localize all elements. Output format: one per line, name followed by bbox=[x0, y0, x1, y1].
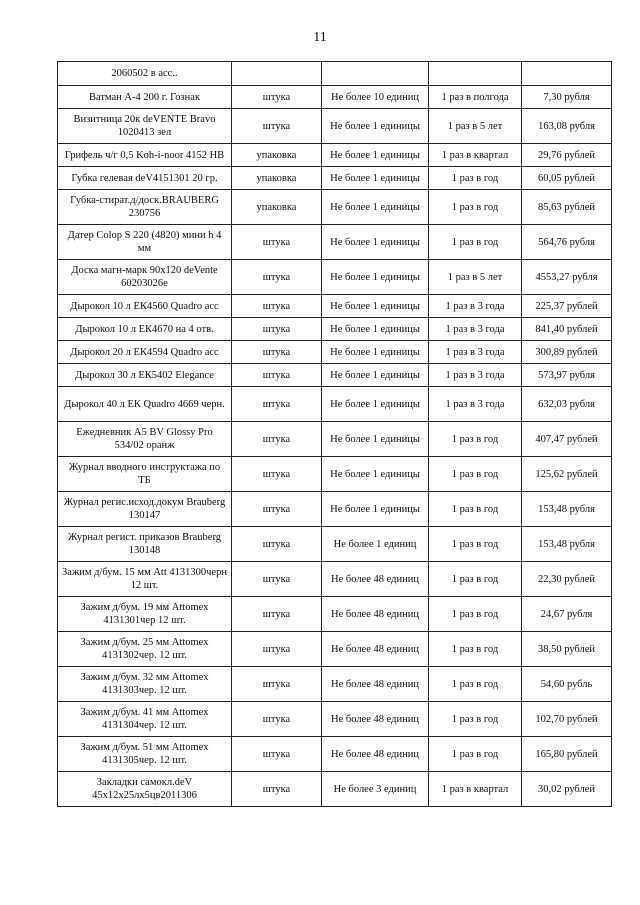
price-cell bbox=[522, 62, 612, 86]
quantity-cell: Не более 1 единиц bbox=[322, 527, 429, 562]
price-cell: 407,47 рублей bbox=[522, 422, 612, 457]
unit-cell bbox=[232, 62, 322, 86]
unit-cell: штука bbox=[232, 492, 322, 527]
table-row bbox=[58, 225, 612, 260]
item-name-cell: Журнал регист. приказов Brauberg 130148 bbox=[58, 527, 232, 562]
item-name-cell: Дырокол 10 л ЕК4560 Quadro асс bbox=[58, 295, 232, 318]
unit-cell: штука bbox=[232, 702, 322, 737]
frequency-cell: 1 раз в год bbox=[429, 702, 522, 737]
quantity-cell: Не более 48 единиц bbox=[322, 562, 429, 597]
table-row bbox=[58, 527, 612, 562]
price-cell: 24,67 рубля bbox=[522, 597, 612, 632]
price-cell: 60,05 рублей bbox=[522, 167, 612, 190]
quantity-cell: Не более 1 единицы bbox=[322, 318, 429, 341]
frequency-cell: 1 раз в год bbox=[429, 492, 522, 527]
price-cell: 30,02 рублей bbox=[522, 772, 612, 807]
unit-cell: штука bbox=[232, 260, 322, 295]
table-row bbox=[58, 260, 612, 295]
price-cell: 125,62 рублей bbox=[522, 457, 612, 492]
frequency-cell: 1 раз в год bbox=[429, 632, 522, 667]
quantity-cell: Не более 48 единиц bbox=[322, 667, 429, 702]
quantity-cell: Не более 1 единицы bbox=[322, 167, 429, 190]
unit-cell: штука bbox=[232, 527, 322, 562]
unit-cell: упаковка bbox=[232, 167, 322, 190]
quantity-cell: Не более 48 единиц bbox=[322, 737, 429, 772]
quantity-cell: Не более 10 единиц bbox=[322, 86, 429, 109]
item-name-cell: 2060502 в асс.. bbox=[58, 62, 232, 86]
table-row bbox=[58, 341, 612, 364]
frequency-cell: 1 раз в 5 лет bbox=[429, 260, 522, 295]
item-name-cell: Зажим д/бум. 19 мм Attomex 4131301чер 12 шт. bbox=[58, 597, 232, 632]
unit-cell: штука bbox=[232, 457, 322, 492]
price-cell: 153,48 рубля bbox=[522, 527, 612, 562]
price-cell: 85,63 рублей bbox=[522, 190, 612, 225]
item-name-cell: Ежедневник А5 BV Glossy Pro 534/02 оранж bbox=[58, 422, 232, 457]
frequency-cell: 1 раз в год bbox=[429, 225, 522, 260]
frequency-cell: 1 раз в 3 года bbox=[429, 341, 522, 364]
unit-cell: штука bbox=[232, 225, 322, 260]
item-name-cell: Дырокол 10 л ЕК4670 на 4 отв. bbox=[58, 318, 232, 341]
frequency-cell: 1 раз в квартал bbox=[429, 772, 522, 807]
quantity-cell: Не более 1 единицы bbox=[322, 387, 429, 422]
unit-cell: штука bbox=[232, 632, 322, 667]
table-row bbox=[58, 422, 612, 457]
table-row bbox=[58, 295, 612, 318]
table-row bbox=[58, 62, 612, 86]
quantity-cell: Не более 1 единицы bbox=[322, 295, 429, 318]
unit-cell: штука bbox=[232, 295, 322, 318]
table-row bbox=[58, 632, 612, 667]
quantity-cell bbox=[322, 62, 429, 86]
price-cell: 38,50 рублей bbox=[522, 632, 612, 667]
item-name-cell: Губка гелевая deV4151301 20 гр. bbox=[58, 167, 232, 190]
item-name-cell: Визитница 20к deVENTE Bravo 1020413 зел bbox=[58, 109, 232, 144]
item-name-cell: Зажим д/бум. 15 мм Att 4131300черн 12 шт. bbox=[58, 562, 232, 597]
quantity-cell: Не более 1 единицы bbox=[322, 457, 429, 492]
item-name-cell: Зажим д/бум. 41 мм Attomex 4131304чер. 12 шт. bbox=[58, 702, 232, 737]
frequency-cell: 1 раз в год bbox=[429, 457, 522, 492]
item-name-cell: Зажим д/бум. 32 мм Attomex 4131303чер. 12 шт. bbox=[58, 667, 232, 702]
quantity-cell: Не более 1 единицы bbox=[322, 364, 429, 387]
unit-cell: штука bbox=[232, 772, 322, 807]
item-name-cell: Зажим д/бум. 25 мм Attomex 4131302чер. 12 шт. bbox=[58, 632, 232, 667]
item-name-cell: Грифель ч/г 0,5 Koh-i-noor 4152 HB bbox=[58, 144, 232, 167]
unit-cell: штука bbox=[232, 109, 322, 144]
frequency-cell: 1 раз в год bbox=[429, 667, 522, 702]
table-row bbox=[58, 167, 612, 190]
table-row bbox=[58, 667, 612, 702]
item-name-cell: Дырокол 40 л ЕК Quadro 4669 черн. bbox=[58, 387, 232, 422]
unit-cell: штука bbox=[232, 387, 322, 422]
item-name-cell: Журнал вводного инструктажа по ТБ bbox=[58, 457, 232, 492]
price-cell: 841,40 рублей bbox=[522, 318, 612, 341]
price-cell: 573,97 рубля bbox=[522, 364, 612, 387]
page-number: 11 bbox=[313, 30, 327, 45]
table-row bbox=[58, 702, 612, 737]
price-cell: 163,08 рубля bbox=[522, 109, 612, 144]
item-name-cell: Ватман А-4 200 г. Гознак bbox=[58, 86, 232, 109]
frequency-cell bbox=[429, 62, 522, 86]
quantity-cell: Не более 48 единиц bbox=[322, 632, 429, 667]
price-cell: 564,76 рубля bbox=[522, 225, 612, 260]
supplies-table bbox=[57, 61, 612, 807]
unit-cell: штука bbox=[232, 597, 322, 632]
price-cell: 22,30 рублей bbox=[522, 562, 612, 597]
frequency-cell: 1 раз в год bbox=[429, 562, 522, 597]
unit-cell: штука bbox=[232, 562, 322, 597]
table-row bbox=[58, 772, 612, 807]
quantity-cell: Не более 1 единицы bbox=[322, 190, 429, 225]
frequency-cell: 1 раз в 5 лет bbox=[429, 109, 522, 144]
quantity-cell: Не более 1 единицы bbox=[322, 144, 429, 167]
frequency-cell: 1 раз в 3 года bbox=[429, 318, 522, 341]
table-row bbox=[58, 364, 612, 387]
price-cell: 54,60 рубль bbox=[522, 667, 612, 702]
quantity-cell: Не более 3 единиц bbox=[322, 772, 429, 807]
item-name-cell: Зажим д/бум. 51 мм Attomex 4131305чер. 12 шт. bbox=[58, 737, 232, 772]
unit-cell: штука bbox=[232, 364, 322, 387]
frequency-cell: 1 раз в год bbox=[429, 527, 522, 562]
table-row bbox=[58, 562, 612, 597]
unit-cell: упаковка bbox=[232, 144, 322, 167]
price-cell: 300,89 рублей bbox=[522, 341, 612, 364]
table-row bbox=[58, 86, 612, 109]
price-cell: 102,70 рублей bbox=[522, 702, 612, 737]
unit-cell: упаковка bbox=[232, 190, 322, 225]
quantity-cell: Не более 1 единицы bbox=[322, 109, 429, 144]
table-row bbox=[58, 190, 612, 225]
table-row bbox=[58, 144, 612, 167]
quantity-cell: Не более 1 единицы bbox=[322, 341, 429, 364]
frequency-cell: 1 раз в 3 года bbox=[429, 387, 522, 422]
item-name-cell: Доска магн-марк 90х120 deVente 60203026e bbox=[58, 260, 232, 295]
frequency-cell: 1 раз в 3 года bbox=[429, 295, 522, 318]
table-row bbox=[58, 109, 612, 144]
price-cell: 29,76 рублей bbox=[522, 144, 612, 167]
table-row bbox=[58, 597, 612, 632]
unit-cell: штука bbox=[232, 341, 322, 364]
quantity-cell: Не более 1 единицы bbox=[322, 492, 429, 527]
table-row bbox=[58, 318, 612, 341]
quantity-cell: Не более 48 единиц bbox=[322, 597, 429, 632]
unit-cell: штука bbox=[232, 667, 322, 702]
item-name-cell: Губка-стират.д/доск.BRAUBERG 230756 bbox=[58, 190, 232, 225]
frequency-cell: 1 раз в год bbox=[429, 190, 522, 225]
frequency-cell: 1 раз в год bbox=[429, 597, 522, 632]
frequency-cell: 1 раз в полгода bbox=[429, 86, 522, 109]
price-cell: 153,48 рубля bbox=[522, 492, 612, 527]
item-name-cell: Журнал регис.исход.докум Brauberg 130147 bbox=[58, 492, 232, 527]
unit-cell: штука bbox=[232, 422, 322, 457]
unit-cell: штука bbox=[232, 86, 322, 109]
item-name-cell: Дырокол 20 л ЕК4594 Quadro асс bbox=[58, 341, 232, 364]
price-cell: 4553,27 рубля bbox=[522, 260, 612, 295]
table-row bbox=[58, 387, 612, 422]
quantity-cell: Не более 1 единицы bbox=[322, 422, 429, 457]
unit-cell: штука bbox=[232, 737, 322, 772]
quantity-cell: Не более 1 единицы bbox=[322, 225, 429, 260]
frequency-cell: 1 раз в квартал bbox=[429, 144, 522, 167]
frequency-cell: 1 раз в год bbox=[429, 422, 522, 457]
frequency-cell: 1 раз в год bbox=[429, 737, 522, 772]
table-row bbox=[58, 492, 612, 527]
table-row bbox=[58, 457, 612, 492]
price-cell: 7,30 рубля bbox=[522, 86, 612, 109]
item-name-cell: Дырокол 30 л ЕК5402 Elegance bbox=[58, 364, 232, 387]
unit-cell: штука bbox=[232, 318, 322, 341]
item-name-cell: Датер Colop S 220 (4820) мини h 4 мм bbox=[58, 225, 232, 260]
price-cell: 165,80 рублей bbox=[522, 737, 612, 772]
quantity-cell: Не более 1 единицы bbox=[322, 260, 429, 295]
table-row bbox=[58, 737, 612, 772]
frequency-cell: 1 раз в 3 года bbox=[429, 364, 522, 387]
item-name-cell: Закладки самокл.deV 45х12х25лх5цв2011306 bbox=[58, 772, 232, 807]
price-cell: 632,03 рубля bbox=[522, 387, 612, 422]
frequency-cell: 1 раз в год bbox=[429, 167, 522, 190]
price-cell: 225,37 рублей bbox=[522, 295, 612, 318]
quantity-cell: Не более 48 единиц bbox=[322, 702, 429, 737]
